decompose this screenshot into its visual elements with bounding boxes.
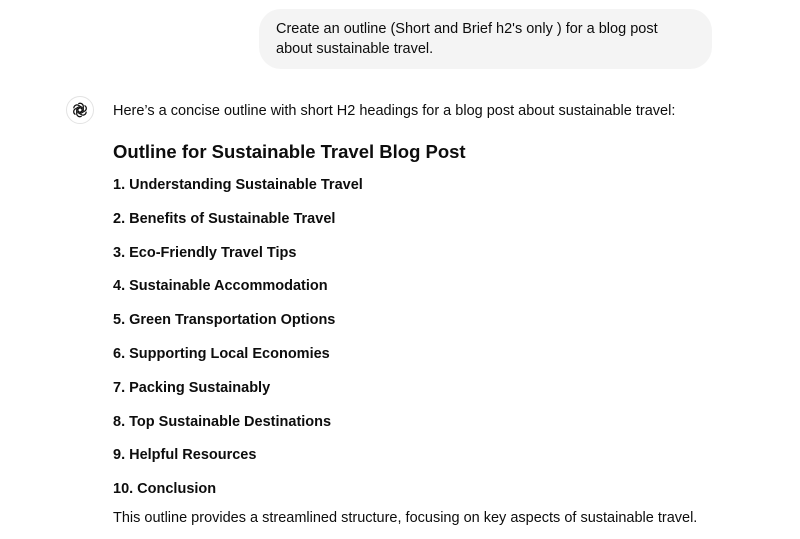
assistant-intro: Here’s a concise outline with short H2 headings for a blog post about sustainable travel:: [113, 103, 676, 119]
outline-heading: 10. Conclusion: [113, 481, 217, 498]
outline-heading: 3. Eco-Friendly Travel Tips: [113, 244, 297, 261]
outline-heading: 5. Green Transportation Options: [113, 312, 336, 329]
outline-headings-list: [113, 175, 773, 499]
outline-heading: 1. Understanding Sustainable Travel: [113, 177, 363, 193]
outline-heading: 4. Sustainable Accommodation: [113, 278, 328, 295]
outline-heading: 9. Helpful Resources: [113, 447, 257, 464]
outline-heading: 6. Supporting Local Economies: [113, 345, 330, 362]
outline-title: Outline for Sustainable Travel Blog Post: [113, 141, 466, 162]
user-message-row: [259, 9, 712, 69]
openai-logo-icon: [71, 101, 89, 119]
assistant-closing: This outline provides a streamlined structure, focusing on key aspects of sustainable travel.: [113, 509, 698, 526]
outline-heading: 2. Benefits of Sustainable Travel: [113, 210, 336, 227]
assistant-message: [113, 100, 773, 529]
outline-heading: 8. Top Sustainable Destinations: [113, 413, 332, 430]
assistant-avatar: [66, 96, 94, 124]
outline-heading: 7. Packing Sustainably: [113, 379, 271, 396]
user-message-bubble: Create an outline (Short and Brief h2's only ) for a blog post about sustainable travel.: [259, 9, 712, 69]
